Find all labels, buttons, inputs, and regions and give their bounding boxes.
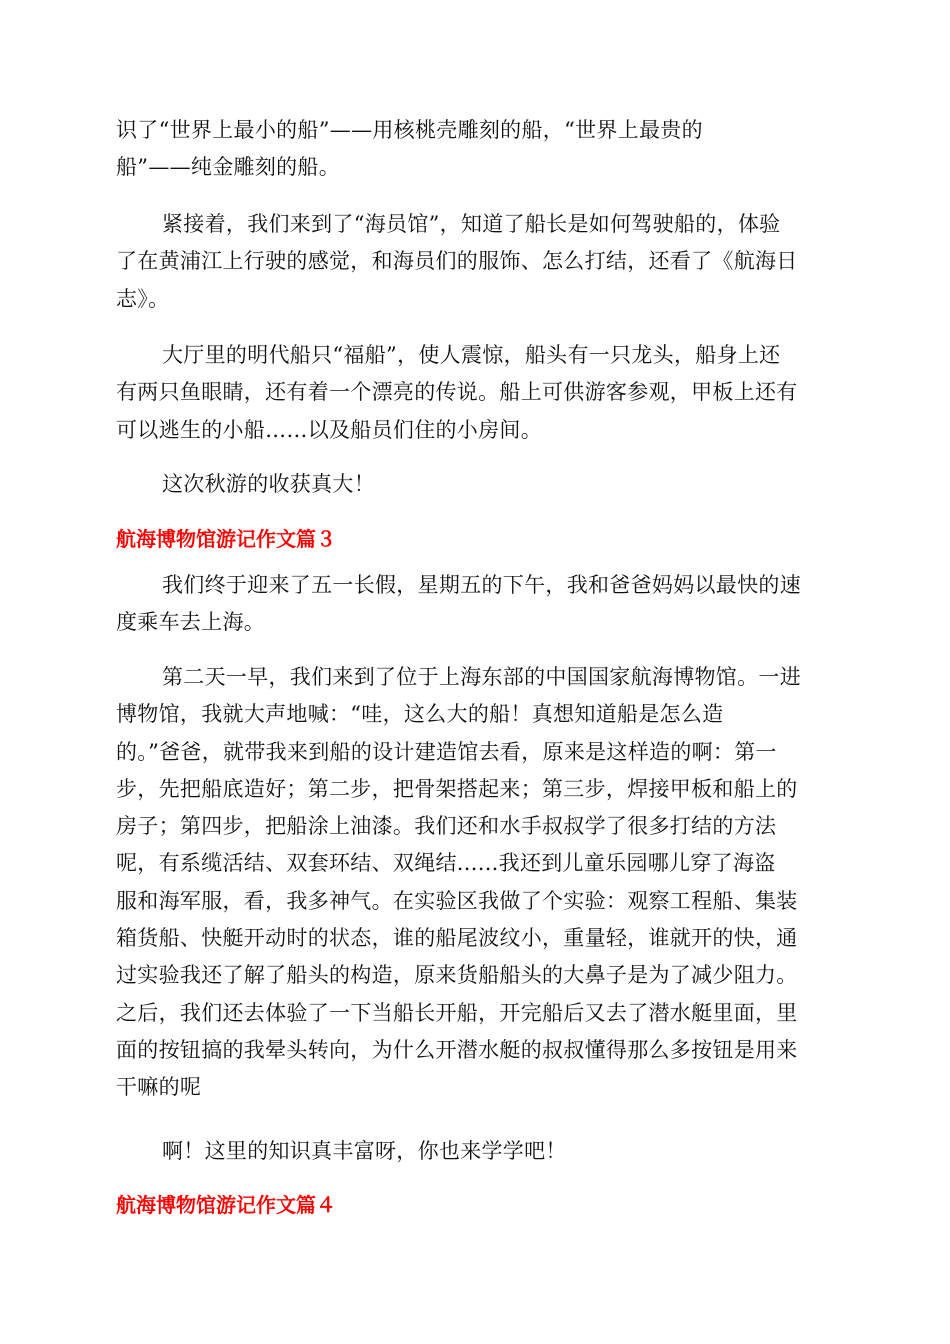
paragraph-line: 船”——纯金雕刻的船。 <box>116 155 341 180</box>
paragraph-line: 服和海军服，看，我多神气。在实验区我做了个实验：观察工程船、集装 <box>116 888 798 913</box>
paragraph-line: 紧接着，我们来到了“海员馆”，知道了船长是如何驾驶船的，体验 <box>162 212 781 236</box>
paragraph-line: 啊！这里的知识真丰富呀，你也来学学吧！ <box>162 1139 567 1163</box>
paragraph-line: 有两只鱼眼睛，还有着一个漂亮的传说。船上可供游客参观，甲板上还有 <box>116 380 798 405</box>
section-heading-part-4: 航海博物馆游记作文篇４ <box>116 1193 336 1217</box>
paragraph-fu-ship <box>116 337 836 449</box>
paragraph-line: 之后，我们还去体验了一下当船长开船，开完船后又去了潜水艇里面，里 <box>116 1000 798 1025</box>
section-heading-part-3: 航海博物馆游记作文篇３ <box>116 527 336 551</box>
paragraph-line: 面的按钮搞的我晕头转向，为什么开潜水艇的叔叔懂得那么多按钮是用来 <box>116 1037 798 1062</box>
paragraph-museum-visit <box>116 659 836 1107</box>
paragraph-line: 可以逃生的小船……以及船员们住的小房间。 <box>116 417 542 442</box>
paragraph-autumn-trip <box>116 466 836 503</box>
paragraph-may-day-holiday <box>116 567 836 642</box>
paragraph-line: 我们终于迎来了五一长假，星期五的下午，我和爸爸妈妈以最快的速 <box>162 573 801 597</box>
paragraph-smallest-ship <box>116 112 836 187</box>
paragraph-line: 识了“世界上最小的船”——用核桃壳雕刻的船，“世界上最贵的 <box>116 118 703 142</box>
paragraph-line: 房子；第四步，把船涂上油漆。我们还和水手叔叔学了很多打结的方法 <box>116 814 777 839</box>
paragraph-line: 大厅里的明代船只“福船”，使人震惊，船头有一只龙头，船身上还 <box>162 343 781 367</box>
paragraph-seamen-hall <box>116 206 836 318</box>
paragraph-line: 了在黄浦江上行驶的感觉，和海员们的服饰、怎么打结，还看了《航海日 <box>116 249 798 274</box>
paragraph-line: 度乘车去上海。 <box>116 610 266 635</box>
paragraph-line: 的。”爸爸，就带我来到船的设计建造馆去看，原来是这样造的啊：第一 <box>116 739 777 764</box>
paragraph-line: 过实验我还了解了船头的构造，原来货船船头的大鼻子是为了减少阻力。 <box>116 963 798 988</box>
paragraph-line: 箱货船、快艇开动时的状态，谁的船尾波纹小，重量轻，谁就开的快，通 <box>116 926 798 951</box>
paragraph-conclusion <box>116 1133 836 1170</box>
paragraph-line: 干嘛的呢 <box>116 1075 202 1100</box>
paragraph-line: 这次秋游的收获真大！ <box>162 472 375 496</box>
paragraph-line: 博物馆，我就大声地喊：“哇，这么大的船！真想知道船是怎么造 <box>116 702 724 727</box>
paragraph-line: 呢，有系缆活结、双套环结、双绳结......我还到儿童乐园哪儿穿了海盗 <box>116 851 776 876</box>
paragraph-line: 步，先把船底造好；第二步，把骨架搭起来；第三步，焊接甲板和船上的 <box>116 776 798 801</box>
paragraph-line: 第二天一早，我们来到了位于上海东部的中国国家航海博物馆。一进 <box>162 665 801 689</box>
paragraph-line: 志》。 <box>116 286 170 311</box>
